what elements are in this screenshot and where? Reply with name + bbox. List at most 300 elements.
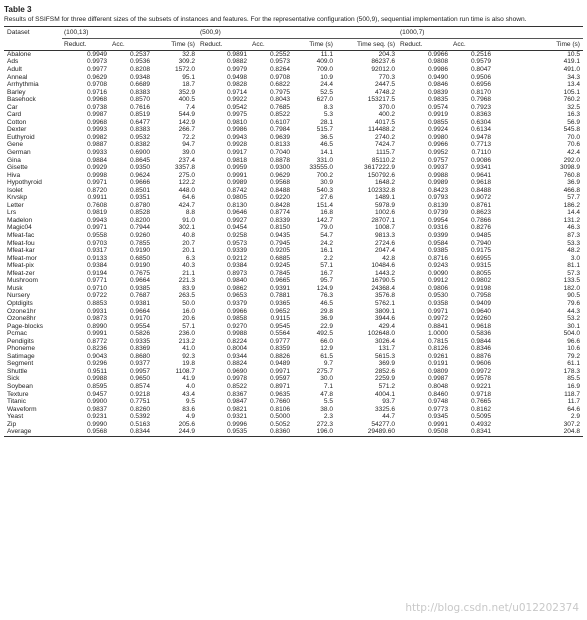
- table-row: [4, 224, 583, 232]
- value-cell: 0.9882: [226, 58, 247, 66]
- value-cell: 0.9606: [470, 360, 491, 368]
- value-cell: 0.9821: [226, 405, 247, 413]
- value-cell: 0.9818: [226, 156, 247, 164]
- value-cell: 16790.5: [371, 277, 395, 285]
- value-cell: 0.9194: [86, 269, 107, 277]
- value-cell: 53.3: [567, 239, 580, 247]
- value-cell: 0.8772: [86, 337, 107, 345]
- value-cell: 266.7: [178, 126, 195, 134]
- value-cell: 19.8: [182, 360, 195, 368]
- value-cell: 0.9231: [86, 413, 107, 421]
- value-cell: 0.9573: [269, 58, 290, 66]
- value-cell: 0.9666: [129, 179, 150, 187]
- value-cell: 0.7923: [470, 103, 491, 111]
- value-cell: 0.9703: [86, 239, 107, 247]
- value-cell: 0.8208: [129, 66, 150, 73]
- value-cell: 0.9884: [86, 156, 107, 164]
- value-cell: 8.8: [185, 209, 195, 217]
- value-cell: 1108.7: [175, 367, 195, 375]
- value-cell: 0.5000: [269, 413, 290, 421]
- value-cell: 0.9212: [226, 254, 247, 262]
- value-cell: 16.1: [320, 247, 333, 255]
- dataset-name-cell: Optdigits: [7, 299, 33, 307]
- value-cell: 0.9348: [129, 73, 150, 81]
- value-cell: 1.0000: [427, 330, 448, 338]
- value-cell: 14.1: [320, 149, 333, 157]
- value-cell: 24.4: [320, 81, 333, 89]
- dataset-name-cell: Gina: [7, 156, 21, 164]
- dataset-name-cell: Mfeat-zer: [7, 269, 35, 277]
- value-cell: 0.8383: [129, 88, 150, 96]
- value-cell: 0.7660: [269, 398, 290, 406]
- value-cell: 0.9624: [129, 171, 150, 179]
- dataset-name-cell: German: [7, 149, 31, 157]
- value-cell: 0.6885: [269, 254, 290, 262]
- value-cell: 0.9972: [470, 367, 491, 375]
- value-cell: 0.8004: [226, 345, 247, 353]
- table-row: [4, 292, 583, 300]
- value-cell: 544.9: [178, 111, 195, 119]
- value-cell: 0.6107: [269, 118, 290, 126]
- value-cell: 0.9716: [86, 88, 107, 96]
- value-cell: 0.9991: [86, 330, 107, 338]
- value-cell: 0.9652: [269, 307, 290, 315]
- dataset-name-cell: Satimage: [7, 352, 35, 360]
- dataset-name-cell: Ads: [7, 58, 19, 66]
- value-cell: 0.9260: [129, 232, 150, 240]
- value-cell: 0.8106: [269, 405, 290, 413]
- value-cell: 142.9: [178, 118, 195, 126]
- value-cell: 0.9043: [86, 352, 107, 360]
- value-cell: 0.9771: [86, 277, 107, 285]
- dataset-name-cell: Mfeat-kar: [7, 247, 35, 255]
- table-row: [4, 277, 583, 285]
- table-row: [4, 391, 583, 399]
- value-cell: 0.9988: [427, 171, 448, 179]
- value-cell: 131.2: [563, 216, 580, 224]
- dataset-name-cell: Pcmac: [7, 330, 28, 338]
- value-cell: 400.2: [378, 111, 395, 119]
- value-cell: 0.9873: [86, 315, 107, 323]
- value-cell: 0.8339: [269, 216, 290, 224]
- value-cell: 0.9773: [427, 405, 448, 413]
- value-cell: 275.7: [316, 367, 333, 375]
- table-row: [4, 300, 583, 308]
- value-cell: 48.2: [567, 247, 580, 255]
- value-cell: 0.9221: [470, 382, 491, 390]
- value-cell: 178.3: [563, 367, 580, 375]
- value-cell: 0.9844: [470, 337, 491, 345]
- value-cell: 14.4: [567, 209, 580, 217]
- table-row: [4, 149, 583, 157]
- value-cell: 0.7984: [269, 126, 290, 134]
- dataset-name-cell: Abalone: [7, 50, 32, 58]
- value-cell: 0.7040: [269, 149, 290, 157]
- value-cell: 504.0: [563, 330, 580, 338]
- value-cell: 0.9243: [427, 262, 448, 270]
- table-caption: Results of SSIFSM for three different sizes of the subsets of instances and features. For the representative configuration (500,9), sequential implementation run time is also shown.: [4, 16, 527, 23]
- value-cell: 9.5: [185, 398, 195, 406]
- value-cell: 0.7958: [470, 292, 491, 300]
- value-cell: 28.1: [320, 118, 333, 126]
- value-cell: 0.9977: [86, 66, 107, 73]
- value-cell: 4017.5: [374, 118, 395, 126]
- value-cell: 5.5: [323, 398, 333, 406]
- value-cell: 0.9996: [226, 420, 247, 428]
- dataset-name-cell: Dexter: [7, 126, 27, 134]
- table-row: [4, 315, 583, 323]
- value-cell: 57.1: [182, 322, 195, 330]
- value-cell: 0.9846: [427, 81, 448, 89]
- value-cell: 0.8260: [129, 405, 150, 413]
- value-cell: 0.9530: [427, 292, 448, 300]
- value-cell: 0.9891: [226, 50, 247, 58]
- table-row: [4, 413, 583, 421]
- table-label: Table 3: [4, 5, 32, 14]
- table-row: [4, 323, 583, 331]
- value-cell: 1572.0: [174, 66, 195, 73]
- value-cell: 0.9862: [226, 284, 247, 292]
- value-cell: 0.9115: [270, 315, 290, 323]
- value-cell: 16.8: [320, 209, 333, 217]
- value-cell: 0.9828: [226, 81, 247, 89]
- value-cell: 0.8522: [226, 382, 247, 390]
- value-cell: 53.2: [567, 315, 580, 323]
- header-time: Time (s): [494, 38, 583, 50]
- dataset-name-cell: Page-blocks: [7, 322, 44, 330]
- value-cell: 0.9198: [470, 284, 491, 292]
- value-cell: 0.9258: [226, 232, 247, 240]
- value-cell: 131.7: [378, 345, 395, 353]
- value-cell: 0.9979: [226, 66, 247, 73]
- value-cell: 204.3: [378, 50, 395, 58]
- value-cell: 70.0: [567, 133, 580, 141]
- value-cell: 43.4: [182, 390, 195, 398]
- value-cell: 0.9810: [226, 118, 247, 126]
- value-cell: 331.0: [316, 156, 333, 164]
- value-cell: 409.0: [316, 58, 333, 66]
- value-cell: 0.9710: [86, 284, 107, 292]
- value-cell: 466.8: [563, 186, 580, 194]
- value-cell: 0.9708: [86, 81, 107, 89]
- value-cell: 0.4932: [470, 420, 491, 428]
- value-cell: 0.9385: [427, 247, 448, 255]
- value-cell: 0.9738: [86, 103, 107, 111]
- value-cell: 0.9558: [86, 232, 107, 240]
- value-cell: 0.9991: [427, 420, 448, 428]
- value-cell: 275.0: [178, 171, 195, 179]
- value-cell: 50.0: [182, 299, 195, 307]
- value-cell: 0.7845: [269, 269, 290, 277]
- value-cell: 0.9568: [62, 428, 110, 436]
- value-cell: 0.9190: [129, 247, 150, 255]
- value-cell: 54.7: [320, 232, 333, 240]
- value-cell: 0.9933: [86, 149, 107, 157]
- value-cell: 0.9990: [86, 420, 107, 428]
- table-row: [4, 179, 583, 187]
- value-cell: 90.5: [567, 292, 580, 300]
- value-cell: 545.8: [563, 126, 580, 134]
- value-cell: 0.9972: [427, 315, 448, 323]
- value-cell: 8.3: [323, 103, 333, 111]
- table-row: [4, 126, 583, 134]
- dataset-name-cell: Cotton: [7, 118, 27, 126]
- value-cell: 3944.6: [374, 315, 395, 323]
- dataset-name-cell: Madelon: [7, 216, 33, 224]
- value-cell: 0.8126: [427, 345, 448, 353]
- value-cell: 40.3: [182, 262, 195, 270]
- value-cell: 32.5: [567, 103, 580, 111]
- value-cell: 0.8780: [129, 201, 150, 209]
- value-cell: 33555.0: [309, 164, 333, 172]
- table-row: [4, 308, 583, 316]
- results-table: [4, 26, 583, 436]
- value-cell: 0.9498: [226, 73, 247, 81]
- value-cell: 0.8170: [470, 88, 491, 96]
- value-cell: 150792.6: [367, 171, 395, 179]
- table-row: [4, 383, 583, 391]
- table-body: [4, 50, 583, 436]
- value-cell: 515.7: [316, 126, 333, 134]
- dataset-name-cell: Ozone8hr: [7, 315, 36, 323]
- value-cell: 0.9664: [129, 277, 150, 285]
- value-cell: 237.4: [178, 156, 195, 164]
- value-cell: 419.1: [563, 58, 580, 66]
- value-cell: 540.3: [316, 186, 333, 194]
- header-group-100-13: (100,13): [62, 27, 198, 39]
- value-cell: 0.8595: [86, 382, 107, 390]
- value-cell: 9.7: [323, 360, 333, 368]
- value-cell: 0.9133: [86, 254, 107, 262]
- value-cell: 10.9: [320, 73, 333, 81]
- value-cell: 0.9919: [427, 111, 448, 119]
- value-cell: 16.9: [567, 382, 580, 390]
- value-cell: 0.6477: [129, 118, 150, 126]
- value-cell: 186.2: [563, 201, 580, 209]
- value-cell: 0.9975: [226, 111, 247, 119]
- value-cell: 0.9777: [269, 337, 290, 345]
- dataset-name-cell: Car: [7, 103, 18, 111]
- value-cell: 0.9489: [269, 360, 290, 368]
- value-cell: 0.9511: [87, 367, 107, 375]
- value-cell: 0.9321: [226, 413, 247, 421]
- value-cell: 0.6304: [470, 118, 491, 126]
- value-cell: 272.3: [316, 420, 333, 428]
- value-cell: 0.8680: [129, 352, 150, 360]
- dataset-name-cell: Average: [4, 428, 62, 436]
- value-cell: 4004.1: [374, 390, 395, 398]
- value-cell: 41.9: [182, 375, 195, 383]
- dataset-name-cell: Shuttle: [7, 367, 28, 375]
- value-cell: 46.5: [320, 141, 333, 149]
- value-cell: 153217.5: [367, 96, 395, 104]
- value-cell: 1489.1: [374, 194, 395, 202]
- value-cell: 64.6: [567, 405, 580, 413]
- value-cell: 12.9: [320, 345, 333, 353]
- table-row: [4, 50, 583, 58]
- value-cell: 0.9641: [470, 171, 491, 179]
- value-cell: 66.0: [320, 337, 333, 345]
- value-cell: 0.8570: [129, 96, 150, 104]
- value-cell: 0.2516: [470, 50, 491, 58]
- value-cell: 0.8973: [226, 269, 247, 277]
- header-empty: [4, 38, 62, 50]
- value-cell: 0.9900: [86, 398, 107, 406]
- value-cell: 0.8043: [269, 96, 290, 104]
- dataset-name-cell: Waveform: [7, 405, 37, 413]
- value-cell: 0.9618: [470, 179, 491, 187]
- value-cell: 0.9978: [226, 375, 247, 383]
- value-cell: 0.9379: [226, 299, 247, 307]
- table-row: [4, 164, 583, 172]
- value-cell: 3026.4: [374, 337, 395, 345]
- value-cell: 0.9793: [427, 194, 448, 202]
- value-cell: 770.3: [378, 73, 395, 81]
- value-cell: 429.4: [378, 322, 395, 330]
- value-cell: 7.4: [185, 103, 195, 111]
- value-cell: 1648.2: [374, 179, 395, 187]
- dataset-name-cell: Sick: [7, 375, 20, 383]
- header-time: Time (s): [153, 38, 198, 50]
- value-cell: 0.8150: [269, 224, 290, 232]
- value-cell: 133.5: [563, 277, 580, 285]
- value-cell: 70.6: [567, 141, 580, 149]
- value-cell: 0.9344: [226, 352, 247, 360]
- value-cell: 0.8360: [250, 428, 293, 436]
- dataset-name-cell: Lrs: [7, 209, 17, 217]
- value-cell: 0.9351: [129, 194, 150, 202]
- value-cell: 0.7665: [470, 398, 491, 406]
- value-cell: 370.0: [378, 103, 395, 111]
- value-cell: 20.1: [182, 247, 195, 255]
- header-group-row: [4, 27, 583, 39]
- value-cell: 0.9739: [427, 209, 448, 217]
- value-cell: 11.1: [320, 50, 333, 58]
- dataset-name-cell: Barley: [7, 88, 26, 96]
- value-cell: 0.9618: [470, 322, 491, 330]
- value-cell: 0.9260: [470, 315, 491, 323]
- dataset-name-cell: Nursery: [7, 292, 30, 300]
- value-cell: 0.5163: [129, 420, 150, 428]
- value-cell: 30.1: [567, 322, 580, 330]
- value-cell: 0.9966: [226, 307, 247, 315]
- value-cell: 0.7110: [471, 149, 491, 157]
- value-cell: 3325.6: [374, 405, 395, 413]
- value-cell: 0.9966: [427, 141, 448, 149]
- dataset-name-cell: Anneal: [7, 73, 28, 81]
- value-cell: 236.0: [178, 330, 195, 338]
- value-cell: 0.9971: [427, 307, 448, 315]
- value-cell: 1115.7: [375, 149, 395, 157]
- value-cell: 0.9748: [427, 398, 448, 406]
- value-cell: 0.2552: [269, 50, 290, 58]
- value-cell: 0.7866: [470, 216, 491, 224]
- table-row: [4, 66, 583, 74]
- value-cell: 5978.9: [374, 201, 395, 209]
- value-cell: 0.9986: [226, 126, 247, 134]
- value-cell: 54277.0: [371, 420, 395, 428]
- value-cell: 0.5052: [269, 420, 290, 428]
- value-cell: 0.9973: [86, 58, 107, 66]
- value-cell: 760.8: [563, 171, 580, 179]
- value-cell: 0.2537: [129, 50, 150, 58]
- value-cell: 57.3: [567, 269, 580, 277]
- value-cell: 0.8990: [86, 322, 107, 330]
- table-row: [4, 141, 583, 149]
- value-cell: 3357.8: [174, 164, 195, 172]
- value-cell: 0.9478: [470, 133, 491, 141]
- value-cell: 0.8528: [129, 209, 150, 217]
- value-cell: 0.9931: [86, 307, 107, 315]
- value-cell: 30.0: [320, 375, 333, 383]
- value-cell: 94.7: [182, 141, 195, 149]
- value-cell: 492.5: [316, 330, 333, 338]
- value-cell: 0.9190: [129, 262, 150, 270]
- value-cell: 20.7: [182, 239, 195, 247]
- dataset-name-cell: Ozone1hr: [7, 307, 36, 315]
- value-cell: 0.9573: [226, 239, 247, 247]
- value-cell: 0.8501: [129, 186, 150, 194]
- value-cell: 6.3: [185, 254, 195, 262]
- value-cell: 93.7: [382, 398, 395, 406]
- value-cell: 0.9270: [226, 322, 247, 330]
- value-cell: 0.7713: [470, 141, 491, 149]
- value-cell: 302.1: [178, 224, 195, 232]
- dataset-name-cell: Euthyroid: [7, 133, 35, 141]
- value-cell: 36.9: [320, 315, 333, 323]
- value-cell: 124.9: [316, 284, 333, 292]
- value-cell: 0.9646: [226, 209, 247, 217]
- value-cell: 0.9840: [226, 277, 247, 285]
- table-row: [4, 353, 583, 361]
- value-cell: 0.9847: [226, 398, 247, 406]
- value-cell: 0.9722: [86, 292, 107, 300]
- value-cell: 204.8: [494, 428, 583, 436]
- table-row: [4, 338, 583, 346]
- value-cell: 32.8: [182, 50, 195, 58]
- dataset-name-cell: Card: [7, 111, 22, 119]
- value-cell: 0.6900: [129, 149, 150, 157]
- value-cell: 0.9959: [226, 164, 247, 172]
- value-cell: 0.9808: [427, 58, 448, 66]
- value-cell: 0.8200: [129, 216, 150, 224]
- dataset-name-cell: Isolet: [7, 186, 23, 194]
- value-cell: 0.8369: [129, 345, 150, 353]
- value-cell: 0.9968: [86, 118, 107, 126]
- value-cell: 0.9335: [129, 337, 150, 345]
- value-cell: 0.9937: [427, 164, 448, 172]
- value-cell: 0.9943: [226, 133, 247, 141]
- value-cell: 5.3: [323, 111, 333, 119]
- value-cell: 61.5: [320, 352, 333, 360]
- value-cell: 0.8824: [226, 360, 247, 368]
- value-cell: 0.9381: [129, 299, 150, 307]
- value-cell: 0.9980: [427, 133, 448, 141]
- value-cell: 0.9205: [269, 247, 290, 255]
- value-cell: 0.6956: [470, 81, 491, 89]
- value-cell: 0.9971: [86, 224, 107, 232]
- value-cell: 2259.9: [374, 375, 395, 383]
- value-cell: 491.0: [563, 66, 580, 73]
- dataset-name-cell: Letter: [7, 201, 24, 209]
- value-cell: 448.0: [178, 186, 195, 194]
- value-cell: 20.6: [182, 315, 195, 323]
- value-cell: 0.9802: [470, 277, 491, 285]
- value-cell: 2447.5: [374, 81, 395, 89]
- value-cell: 0.9805: [226, 194, 247, 202]
- value-cell: 0.6850: [129, 254, 150, 262]
- table-row: [4, 375, 583, 383]
